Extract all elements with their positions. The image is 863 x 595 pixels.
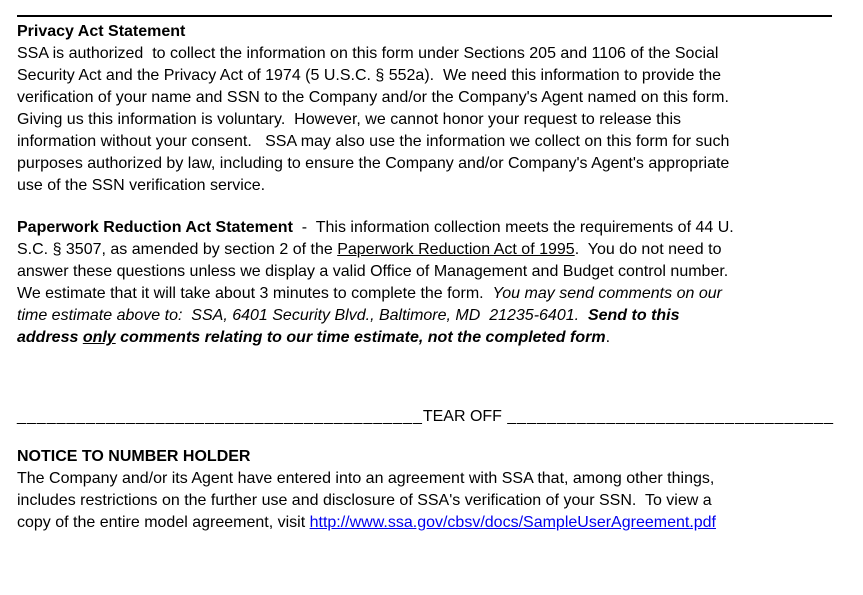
- paperwork-body-line: [17, 217, 845, 239]
- paperwork-comments-note: You may send comments on our: [492, 285, 722, 302]
- paperwork-text: S.C. § 3507, as amended by section 2 of the: [17, 241, 338, 258]
- paperwork-send-warning: comments relating to our time estimate, not the completed form: [115, 329, 606, 346]
- tear-off-dashes-left: _________________________________________: [17, 408, 423, 425]
- paperwork-text: . You do not need to: [574, 241, 722, 258]
- paperwork-text: We estimate that it will take about 3 minutes to complete the form.: [17, 285, 493, 302]
- tear-off-label: TEAR OFF: [422, 408, 502, 425]
- tear-off-line: [17, 406, 845, 428]
- privacy-body-line: verification of your name and SSN to the Company and/or the Company's Agent named on this form.: [17, 89, 729, 106]
- privacy-body-line: purposes authorized by law, including to ensure the Company and/or Company's Agent's appropriate: [17, 155, 730, 172]
- notice-text: copy of the entire model agreement, visit: [17, 514, 310, 531]
- notice-heading: NOTICE TO NUMBER HOLDER: [17, 448, 251, 465]
- top-rule: [17, 15, 832, 17]
- paperwork-heading: Paperwork Reduction Act Statement: [17, 219, 293, 236]
- paperwork-text: - This information collection meets the requirements of 44 U.: [292, 219, 734, 236]
- document-page: [0, 15, 863, 534]
- paperwork-reduction-section: [17, 217, 845, 349]
- paperwork-body-line: [17, 283, 845, 305]
- privacy-act-section: [17, 21, 845, 197]
- tear-off-dashes-right: _________________________________: [501, 408, 835, 425]
- notice-body-line: includes restrictions on the further use and disclosure of SSA's verification of your SSN. To view a: [17, 492, 712, 509]
- notice-body-line: [17, 512, 845, 534]
- paperwork-body-line: [17, 327, 845, 349]
- privacy-act-heading: Privacy Act Statement: [17, 23, 186, 40]
- paperwork-text: .: [605, 329, 611, 346]
- paperwork-act-underlined-text: Paperwork Reduction Act of 1995: [337, 241, 575, 258]
- paperwork-send-warning: Send to this: [579, 307, 680, 324]
- privacy-body-line: SSA is authorized to collect the information on this form under Sections 205 and 1106 of the Social: [17, 45, 719, 62]
- notice-section: [17, 446, 845, 534]
- paperwork-body-line: [17, 305, 845, 327]
- privacy-body-line: Security Act and the Privacy Act of 1974 (5 U.S.C. § 552a). We need this information to provide the: [17, 67, 722, 84]
- paperwork-only-emphasis: only: [82, 329, 116, 346]
- paperwork-body-line: [17, 239, 845, 261]
- paperwork-comments-note: time estimate above to: SSA, 6401 Security Blvd., Baltimore, MD 21235-6401.: [17, 307, 580, 324]
- notice-body-line: The Company and/or its Agent have entered into an agreement with SSA that, among other things,: [17, 470, 715, 487]
- privacy-body-line: Giving us this information is voluntary. However, we cannot honor your request to release this: [17, 111, 682, 128]
- paperwork-body-line: answer these questions unless we display a valid Office of Management and Budget control number.: [17, 263, 729, 280]
- privacy-body-line: information without your consent. SSA may also use the information we collect on this form for such: [17, 133, 730, 150]
- paperwork-send-warning: address: [17, 329, 83, 346]
- sample-user-agreement-link[interactable]: http://www.ssa.gov/cbsv/docs/SampleUserAgreement.pdf: [309, 514, 716, 531]
- privacy-body-line: use of the SSN verification service.: [17, 177, 266, 194]
